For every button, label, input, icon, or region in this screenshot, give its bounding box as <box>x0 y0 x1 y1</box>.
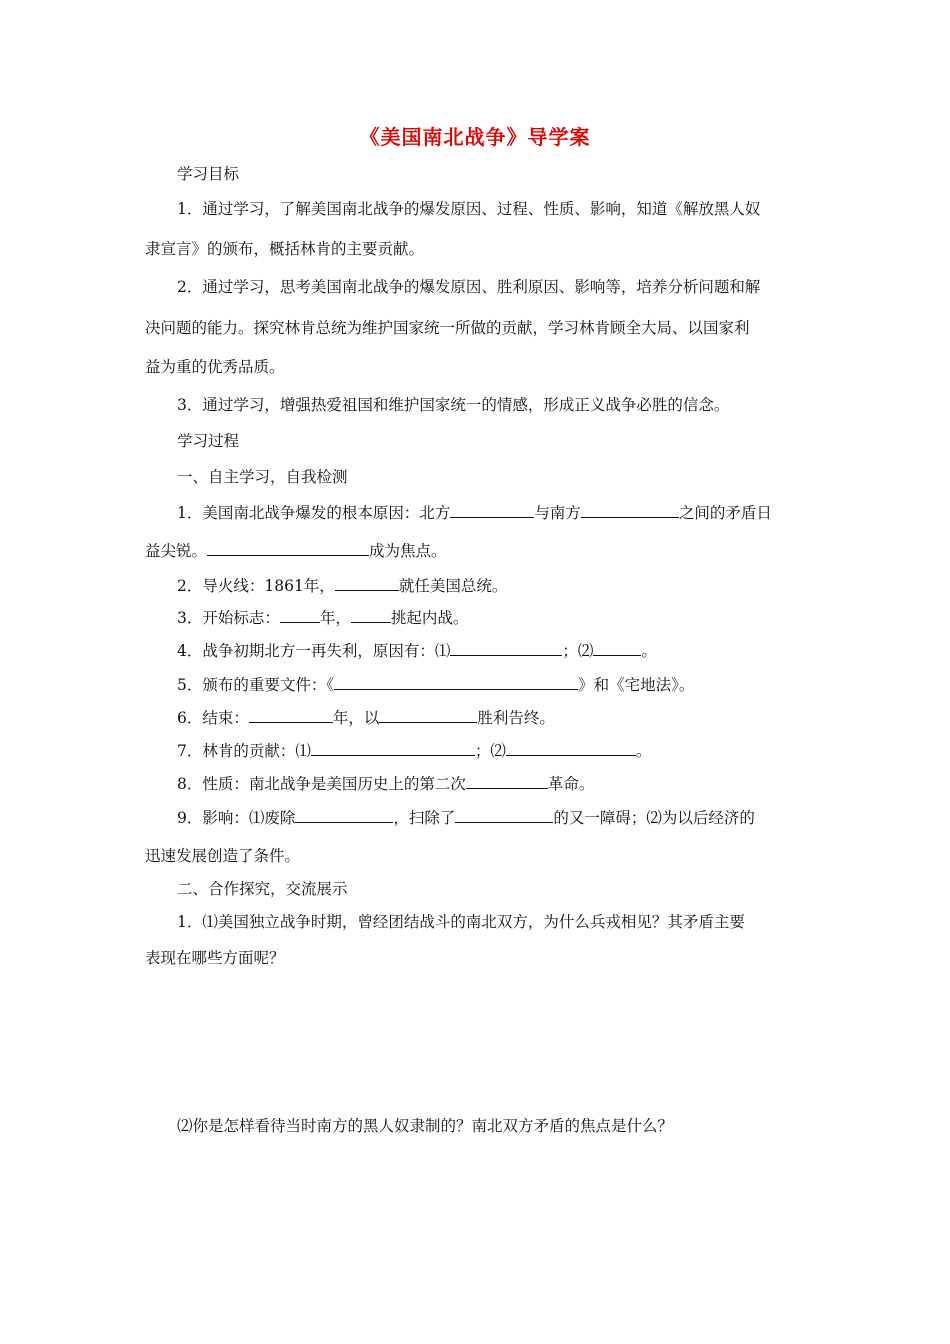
question-9-line-2: 迅速发展创造了条件。 <box>145 847 301 865</box>
goal-1-line-1: 1．通过学习，了解美国南北战争的爆发原因、过程、性质、影响，知道《解放黑人奴 <box>177 200 761 218</box>
goal-2-line-1: 2．通过学习，思考美国南北战争的爆发原因、胜利原因、影响等，培养分析问题和解 <box>177 278 761 296</box>
answer-blank-document[interactable] <box>334 674 578 690</box>
question-3-text-a: 3．开始标志： <box>177 609 280 627</box>
question-1-text-d: 益尖锐。 <box>145 542 208 560</box>
answer-blank-end-year[interactable] <box>249 707 333 723</box>
answer-blank-instigator[interactable] <box>351 607 391 623</box>
question-7 <box>177 740 651 762</box>
question-1-text-c: 之间的矛盾日 <box>678 504 772 522</box>
question-1-text-b: 与南方 <box>534 504 581 522</box>
section-heading-goals: 学习目标 <box>177 165 240 183</box>
question-1-text-e: 成为焦点。 <box>369 542 447 560</box>
question-2-text-b: 就任美国总统。 <box>398 577 508 595</box>
question-8-text-a: 8．性质：南北战争是美国历史上的第二次 <box>177 775 466 793</box>
answer-blank-focus[interactable] <box>207 540 369 556</box>
question-8 <box>177 773 594 795</box>
answer-blank-north[interactable] <box>450 502 534 518</box>
question-9-text-a: 9．影响：⑴废除 <box>177 809 296 827</box>
question-7-text-a: 7．林肯的贡献：⑴ <box>177 742 311 760</box>
question-3-text-b: 年， <box>319 609 351 627</box>
section-heading-process: 学习过程 <box>177 432 240 450</box>
answer-blank-contribution-2[interactable] <box>506 740 636 756</box>
question-1-line-1 <box>177 502 772 524</box>
goal-1-line-2: 隶宣言》的颁布，概括林肯的主要贡献。 <box>145 240 425 258</box>
discussion-1-line-1: 1．⑴美国独立战争时期，曾经团结战斗的南北双方，为什么兵戎相见？其矛盾主要 <box>177 913 745 931</box>
answer-blank-year[interactable] <box>280 607 320 623</box>
goal-2-line-3: 益为重的优秀品质。 <box>145 358 285 376</box>
question-9-line-1 <box>177 807 755 829</box>
question-6 <box>177 707 555 729</box>
discussion-2: ⑵你是怎样看待当时南方的黑人奴隶制的？南北双方矛盾的焦点是什么？ <box>177 1117 674 1135</box>
answer-blank-reason-1[interactable] <box>450 640 562 656</box>
question-6-text-c: 胜利告终。 <box>477 709 555 727</box>
answer-blank-contribution-1[interactable] <box>311 740 475 756</box>
question-1-line-2 <box>145 540 447 562</box>
question-3-text-c: 挑起内战。 <box>390 609 469 627</box>
answer-blank-reason-2[interactable] <box>593 640 641 656</box>
question-6-text-b: 年，以 <box>332 709 380 727</box>
question-7-text-c: 。 <box>635 742 652 760</box>
question-1-text-a: 1．美国南北战争爆发的根本原因：北方 <box>177 504 451 522</box>
section-heading-self-study: 一、自主学习，自我检测 <box>177 468 348 486</box>
question-2-text-a: 2．导火线：1861年， <box>177 577 335 595</box>
answer-blank-victor[interactable] <box>379 707 477 723</box>
question-8-text-b: 革命。 <box>547 775 595 793</box>
goal-3: 3．通过学习，增强热爱祖国和维护国家统一的情感，形成正义战争必胜的信念。 <box>177 396 730 414</box>
question-4 <box>177 640 657 662</box>
question-5-text-b: 》和《宅地法》。 <box>578 676 695 694</box>
question-4-text-c: 。 <box>641 642 657 660</box>
question-9-text-c: 的又一障碍；⑵为以后经济的 <box>553 809 755 827</box>
question-9-text-b: ，扫除了 <box>393 809 456 827</box>
section-heading-cooperation: 二、合作探究，交流展示 <box>177 880 348 898</box>
answer-blank-revolution[interactable] <box>466 773 548 789</box>
answer-blank-obstacle[interactable] <box>455 807 553 823</box>
answer-blank-south[interactable] <box>581 502 679 518</box>
question-5-text-a: 5．颁布的重要文件：《 <box>177 676 335 694</box>
question-4-text-b: ；⑵ <box>562 642 594 660</box>
document-title: 《美国南北战争》导学案 <box>359 125 591 149</box>
question-5 <box>177 674 694 696</box>
question-2 <box>177 575 507 597</box>
question-7-text-b: ；⑵ <box>474 742 506 760</box>
answer-blank-president[interactable] <box>335 575 399 591</box>
question-4-text-a: 4．战争初期北方一再失利，原因有：⑴ <box>177 642 451 660</box>
question-3 <box>177 607 468 629</box>
discussion-1-line-2: 表现在哪些方面呢？ <box>145 949 285 967</box>
goal-2-line-2: 决问题的能力。探究林肯总统为维护国家统一所做的贡献，学习林肯顾全大局、以国家利 <box>145 319 750 337</box>
question-6-text-a: 6．结束： <box>177 709 249 727</box>
answer-blank-abolished[interactable] <box>295 807 393 823</box>
